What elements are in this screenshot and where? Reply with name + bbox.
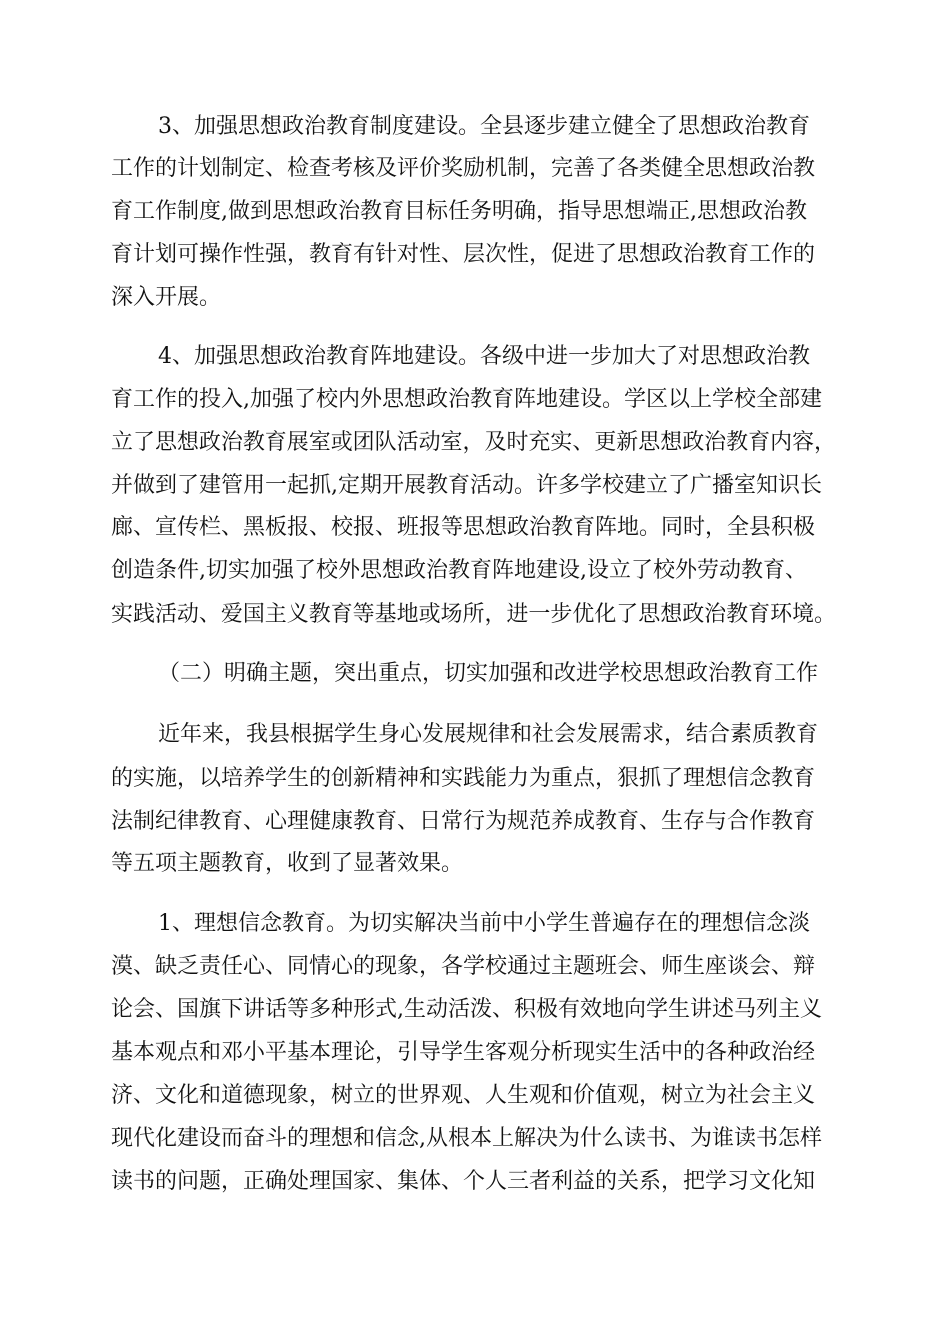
paragraph-line: 育工作的投入,加强了校内外思想政治教育阵地建设。学区以上学校全部建: [111, 387, 822, 412]
paragraph-line: 创造条件,切实加强了校外思想政治教育阵地建设,设立了校外劳动教育、: [111, 558, 807, 583]
paragraph-line: 实践活动、爱国主义教育等基地或场所，进一步优化了思想政治教育环境。: [111, 602, 837, 627]
paragraph-line: 基本观点和邓小平基本理论，引导学生客观分析现实生活中的各种政治经: [111, 1040, 816, 1065]
paragraph-line: 近年来，我县根据学生身心发展规律和社会发展需求，结合素质教育: [158, 722, 819, 747]
paragraph-line: 的实施，以培养学生的创新精神和实践能力为重点，狠抓了理想信念教育: [111, 766, 816, 791]
paragraph-line: 现代化建设而奋斗的理想和信念,从根本上解决为什么读书、为谁读书怎样: [111, 1126, 822, 1151]
paragraph-line: 3、加强思想政治教育制度建设。全县逐步建立健全了思想政治教育: [158, 114, 810, 139]
paragraph-line: 论会、国旗下讲话等多种形式,生动活泼、积极有效地向学生讲述马列主义: [111, 997, 822, 1022]
section-heading: （二）明确主题，突出重点，切实加强和改进学校思想政治教育工作: [158, 661, 819, 686]
paragraph-line: 1、理想信念教育。为切实解决当前中小学生普遍存在的理想信念淡: [158, 911, 810, 936]
paragraph-line: 并做到了建管用一起抓,定期开展教育活动。许多学校建立了广播室知识长: [111, 473, 822, 498]
paragraph-line: 法制纪律教育、心理健康教育、日常行为规范养成教育、生存与合作教育: [111, 809, 816, 834]
paragraph-line: 等五项主题教育，收到了显著效果。: [111, 851, 464, 876]
paragraph-line: 漠、缺乏责任心、同情心的现象，各学校通过主题班会、师生座谈会、辩: [111, 954, 816, 979]
paragraph-line: 育工作制度,做到思想政治教育目标任务明确，指导思想端正,思想政治教: [111, 199, 807, 224]
paragraph-line: 立了思想政治教育展室或团队活动室，及时充实、更新思想政治教育内容，: [111, 430, 837, 455]
paragraph-line: 深入开展。: [111, 285, 222, 310]
paragraph-line: 廊、宣传栏、黑板报、校报、班报等思想政治教育阵地。同时，全县积极: [111, 515, 816, 540]
paragraph-line: 读书的问题，正确处理国家、集体、个人三者利益的关系，把学习文化知: [111, 1169, 816, 1194]
paragraph-line: 济、文化和道德现象，树立的世界观、人生观和价值观，树立为社会主义: [111, 1083, 816, 1108]
paragraph-line: 工作的计划制定、检查考核及评价奖励机制，完善了各类健全思想政治教: [111, 156, 816, 181]
paragraph-line: 4、加强思想政治教育阵地建设。各级中进一步加大了对思想政治教: [158, 344, 810, 369]
paragraph-line: 育计划可操作性强，教育有针对性、层次性，促进了思想政治教育工作的: [111, 242, 816, 267]
